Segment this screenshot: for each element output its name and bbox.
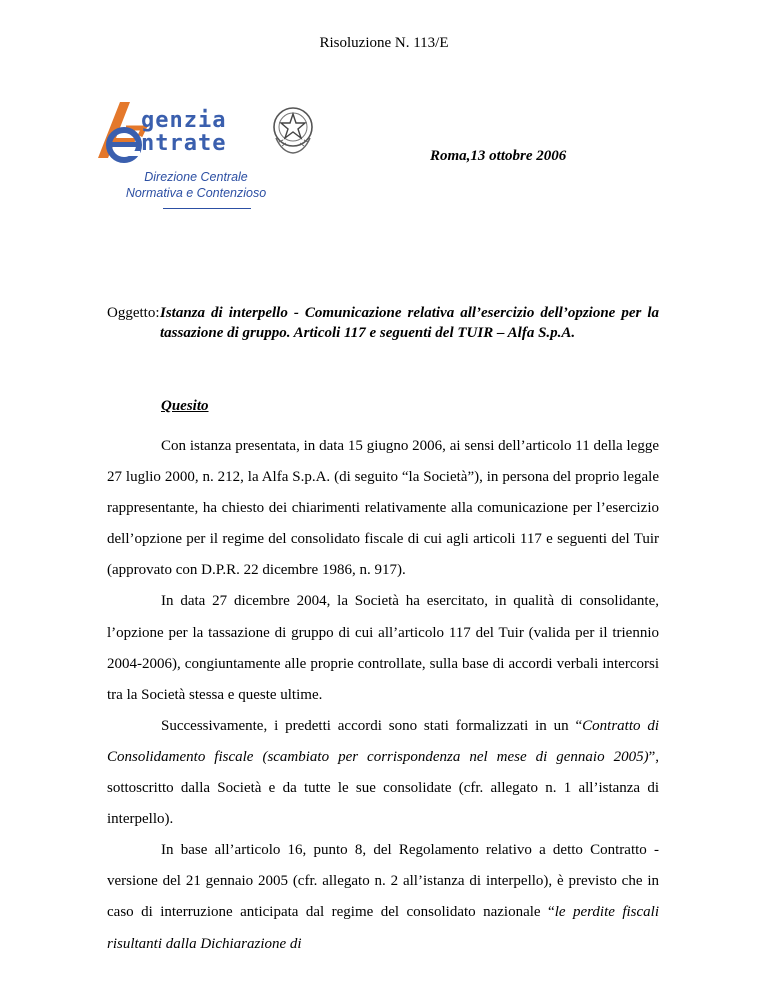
body-text: [107, 431, 659, 960]
paragraph-3-end: ”, sottoscritto dalla Società e da tutte le sue consolidate (cfr. allegato n. 1 all’istanza di interpello).: [107, 748, 659, 828]
logo-text-ntrate: ntrate: [141, 131, 227, 156]
department-line-2: Normativa e Contenzioso: [125, 186, 267, 200]
paragraph-4: [107, 835, 659, 959]
date-line: Roma,13 ottobre 2006: [430, 148, 567, 164]
subject-text: Istanza di interpello - Comunicazione relativa all’esercizio dell’opzione per la tassazione di gruppo. Articoli 117 e seguenti del TUIR – Alfa S.p.A.: [160, 305, 659, 341]
paragraph-3-start: Successivamente, i predetti accordi sono stati formalizzati in un “: [161, 717, 583, 734]
section-heading: Quesito: [161, 398, 209, 414]
paragraph-2: In data 27 dicembre 2004, la Società ha esercitato, in qualità di consolidante, l’opzione per la tassazione di gruppo di cui all’articolo 117 del Tuir (valida per il triennio 2004-2006), congiuntamente alle proprie controllate, sulla base di accordi verbali intercorsi tra la Società stessa e queste ultime.: [107, 593, 659, 703]
resolution-title: Risoluzione N. 113/E: [319, 35, 449, 51]
paragraph-3: [107, 711, 659, 835]
department-line-1: Direzione Centrale: [144, 170, 248, 184]
paragraph-4-start: In base all’articolo 16, punto 8, del Regolamento relativo a detto Contratto - versione del 21 gennaio 2005 (cfr. allegato n. 2 all’istanza di interpello), è previsto che in caso di interruzione anticipata dal regime del consolidato nazionale “: [107, 842, 659, 921]
department-underline: [163, 208, 251, 209]
subject-lead: Oggetto:: [107, 305, 160, 321]
agenzia-entrate-logo: [96, 98, 326, 218]
paragraph-3-italic: Contratto di Consolidamento fiscale (scambiato per corrispondenza nel mese di gennaio 2005): [107, 717, 660, 765]
italian-republic-emblem-icon: [270, 102, 316, 156]
logo-text-genzia: genzia: [141, 108, 227, 133]
subject-block: [107, 303, 659, 343]
paragraph-4-italic: le perdite fiscali risultanti dalla Dichiarazione di: [107, 904, 660, 952]
paragraph-1: Con istanza presentata, in data 15 giugno 2006, ai sensi dell’articolo 11 della legge 27 luglio 2000, n. 212, la Alfa S.p.A. (di seguito “la Società”), in persona del proprio legale rappresentante, ha chiesto dei chiarimenti relativamente alla comunicazione per l’esercizio dell’opzione per il regime del consolidato fiscale di cui agli articoli 117 e seguenti del Tuir (approvato con D.P.R. 22 dicembre 1986, n. 917).: [107, 438, 659, 579]
